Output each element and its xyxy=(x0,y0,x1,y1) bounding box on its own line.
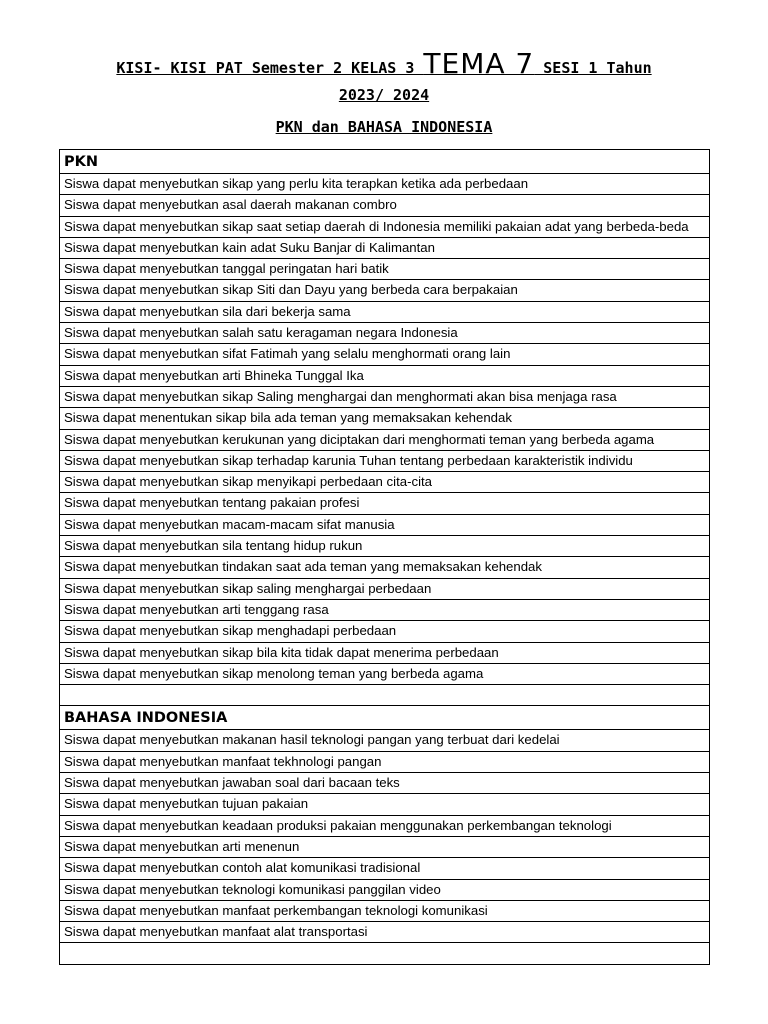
section-heading: PKN xyxy=(60,150,710,174)
indicator-cell: Siswa dapat menyebutkan sikap menghadapi perbedaan xyxy=(60,621,710,642)
table-row xyxy=(60,237,710,258)
table-row xyxy=(60,794,710,815)
table-row xyxy=(60,195,710,216)
title-part-2: SESI 1 Tahun xyxy=(534,59,652,77)
indicator-cell: Siswa dapat menyebutkan jawaban soal dari bacaan teks xyxy=(60,773,710,794)
indicator-cell: Siswa dapat menyebutkan sikap menolong teman yang berbeda agama xyxy=(60,663,710,684)
table-row xyxy=(60,730,710,751)
table-row xyxy=(60,685,710,706)
table-row xyxy=(60,943,710,964)
table-row xyxy=(60,174,710,195)
indicator-cell: Siswa dapat menyebutkan manfaat alat transportasi xyxy=(60,922,710,943)
indicator-cell: Siswa dapat menyebutkan tindakan saat ada teman yang memaksakan kehendak xyxy=(60,557,710,578)
table-row xyxy=(60,900,710,921)
table-row xyxy=(60,578,710,599)
indicator-cell xyxy=(60,943,710,964)
indicator-cell: Siswa dapat menyebutkan sikap bila kita tidak dapat menerima perbedaan xyxy=(60,642,710,663)
indicator-cell: Siswa dapat menyebutkan contoh alat komunikasi tradisional xyxy=(60,858,710,879)
document-title xyxy=(0,48,768,84)
indicator-cell: Siswa dapat menyebutkan sikap Saling menghargai dan menghormati akan bisa menjaga rasa xyxy=(60,386,710,407)
title-part-1: KISI- KISI PAT Semester 2 KELAS 3 xyxy=(116,59,424,77)
indicator-cell: Siswa dapat menyebutkan salah satu keragaman negara Indonesia xyxy=(60,323,710,344)
section-heading: BAHASA INDONESIA xyxy=(60,706,710,730)
indicator-cell: Siswa dapat menyebutkan manfaat perkembangan teknologi komunikasi xyxy=(60,900,710,921)
indicator-cell: Siswa dapat menyebutkan sila tentang hidup rukun xyxy=(60,536,710,557)
indicator-cell: Siswa dapat menyebutkan arti Bhineka Tunggal Ika xyxy=(60,365,710,386)
section-heading-row xyxy=(60,150,710,174)
indicator-cell: Siswa dapat menyebutkan sikap Siti dan Dayu yang berbeda cara berpakaian xyxy=(60,280,710,301)
table-row xyxy=(60,815,710,836)
indicator-cell: Siswa dapat menyebutkan teknologi komunikasi panggilan video xyxy=(60,879,710,900)
indicator-cell: Siswa dapat menyebutkan asal daerah makanan combro xyxy=(60,195,710,216)
indicator-cell: Siswa dapat menyebutkan tanggal peringatan hari batik xyxy=(60,259,710,280)
table-row xyxy=(60,386,710,407)
table-row xyxy=(60,344,710,365)
indicator-cell: Siswa dapat menyebutkan tujuan pakaian xyxy=(60,794,710,815)
kisi-table-body xyxy=(60,150,710,965)
indicator-cell: Siswa dapat menentukan sikap bila ada teman yang memaksakan kehendak xyxy=(60,408,710,429)
table-row xyxy=(60,301,710,322)
indicator-cell: Siswa dapat menyebutkan arti tenggang rasa xyxy=(60,599,710,620)
table-row xyxy=(60,536,710,557)
table-row xyxy=(60,450,710,471)
section-heading-row xyxy=(60,706,710,730)
table-row xyxy=(60,663,710,684)
table-row xyxy=(60,408,710,429)
kisi-table xyxy=(59,149,710,965)
indicator-cell: Siswa dapat menyebutkan sifat Fatimah yang selalu menghormati orang lain xyxy=(60,344,710,365)
indicator-cell: Siswa dapat menyebutkan makanan hasil teknologi pangan yang terbuat dari kedelai xyxy=(60,730,710,751)
table-row xyxy=(60,599,710,620)
table-row xyxy=(60,323,710,344)
table-row xyxy=(60,514,710,535)
table-row xyxy=(60,879,710,900)
indicator-cell: Siswa dapat menyebutkan kain adat Suku Banjar di Kalimantan xyxy=(60,237,710,258)
table-row xyxy=(60,493,710,514)
table-row xyxy=(60,557,710,578)
indicator-cell: Siswa dapat menyebutkan sikap menyikapi perbedaan cita-cita xyxy=(60,472,710,493)
table-row xyxy=(60,922,710,943)
indicator-cell: Siswa dapat menyebutkan sila dari bekerja sama xyxy=(60,301,710,322)
table-row xyxy=(60,642,710,663)
table-row xyxy=(60,472,710,493)
indicator-cell: Siswa dapat menyebutkan tentang pakaian profesi xyxy=(60,493,710,514)
table-row xyxy=(60,621,710,642)
table-row xyxy=(60,280,710,301)
table-row xyxy=(60,259,710,280)
indicator-cell: Siswa dapat menyebutkan sikap saat setiap daerah di Indonesia memiliki pakaian adat yang berbeda-beda xyxy=(60,216,710,237)
indicator-cell: Siswa dapat menyebutkan manfaat tekhnologi pangan xyxy=(60,751,710,772)
document-title-year: 2023/ 2024 xyxy=(338,86,430,104)
document-subtitle: PKN dan BAHASA INDONESIA xyxy=(275,118,493,136)
indicator-cell: Siswa dapat menyebutkan keadaan produksi pakaian menggunakan perkembangan teknologi xyxy=(60,815,710,836)
indicator-cell: Siswa dapat menyebutkan arti menenun xyxy=(60,836,710,857)
indicator-cell: Siswa dapat menyebutkan macam-macam sifat manusia xyxy=(60,514,710,535)
indicator-cell: Siswa dapat menyebutkan sikap yang perlu kita terapkan ketika ada perbedaan xyxy=(60,174,710,195)
table-row xyxy=(60,858,710,879)
table-row xyxy=(60,836,710,857)
table-row xyxy=(60,216,710,237)
title-tema: TEMA 7 xyxy=(423,47,535,80)
table-row xyxy=(60,773,710,794)
indicator-cell xyxy=(60,685,710,706)
indicator-cell: Siswa dapat menyebutkan sikap saling menghargai perbedaan xyxy=(60,578,710,599)
indicator-cell: Siswa dapat menyebutkan sikap terhadap karunia Tuhan tentang perbedaan karakteristik individu xyxy=(60,450,710,471)
table-row xyxy=(60,429,710,450)
table-row xyxy=(60,751,710,772)
table-row xyxy=(60,365,710,386)
indicator-cell: Siswa dapat menyebutkan kerukunan yang diciptakan dari menghormati teman yang berbeda agama xyxy=(60,429,710,450)
